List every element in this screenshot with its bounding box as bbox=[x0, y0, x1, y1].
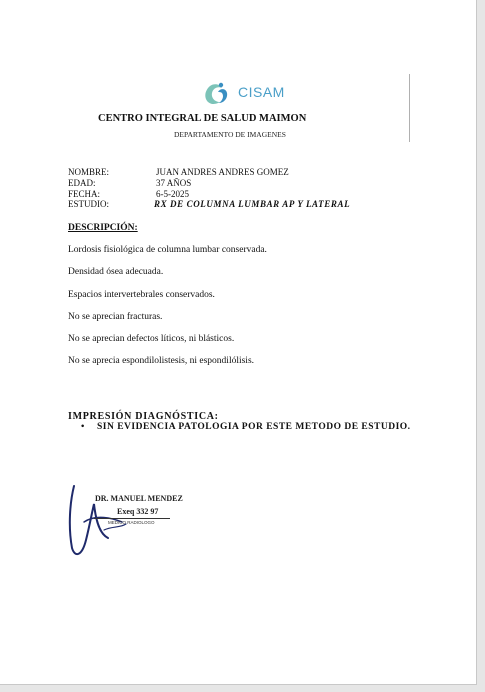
doctor-name: DR. MANUEL MENDEZ bbox=[95, 494, 183, 503]
impression-item bbox=[84, 422, 411, 432]
study-label: ESTUDIO: bbox=[68, 199, 109, 209]
margin-marker-line bbox=[409, 74, 410, 142]
name-label: NOMBRE: bbox=[68, 167, 110, 177]
doctor-exequatur: Exeq 332 97 bbox=[117, 507, 159, 516]
date-label: FECHA: bbox=[68, 189, 101, 199]
finding-item: Lordosis fisiológica de columna lumbar conservada. bbox=[68, 245, 267, 255]
logo-text: CISAM bbox=[238, 84, 285, 100]
finding-item: No se aprecia espondilolistesis, ni espondilólisis. bbox=[68, 356, 255, 366]
impression-title: IMPRESIÓN DIAGNÓSTICA: bbox=[68, 411, 219, 422]
signature-line bbox=[94, 518, 170, 519]
description-title: DESCRIPCIÓN: bbox=[68, 223, 138, 233]
finding-item: Espacios intervertebrales conservados. bbox=[68, 290, 215, 300]
center-name: CENTRO INTEGRAL DE SALUD MAIMON bbox=[98, 113, 307, 124]
patient-age: 37 AÑOS bbox=[156, 178, 192, 188]
patient-name: JUAN ANDRES ANDRES GOMEZ bbox=[156, 167, 289, 177]
impression-item-text: SIN EVIDENCIA PATOLOGIA POR ESTE METODO DE ESTUDIO. bbox=[97, 422, 411, 432]
study-name: RX DE COLUMNA LUMBAR AP Y LATERAL bbox=[154, 199, 351, 209]
department-name: DEPARTAMENTO DE IMAGENES bbox=[174, 130, 286, 139]
finding-item: Densidad ósea adecuada. bbox=[68, 267, 164, 277]
finding-item: No se aprecian fracturas. bbox=[68, 312, 163, 322]
study-date: 6-5-2025 bbox=[156, 189, 189, 199]
finding-item: No se aprecian defectos líticos, ni blásticos. bbox=[68, 334, 235, 344]
age-label: EDAD: bbox=[68, 178, 96, 188]
doctor-role: MEDICO RADIOLOGO bbox=[108, 520, 155, 525]
